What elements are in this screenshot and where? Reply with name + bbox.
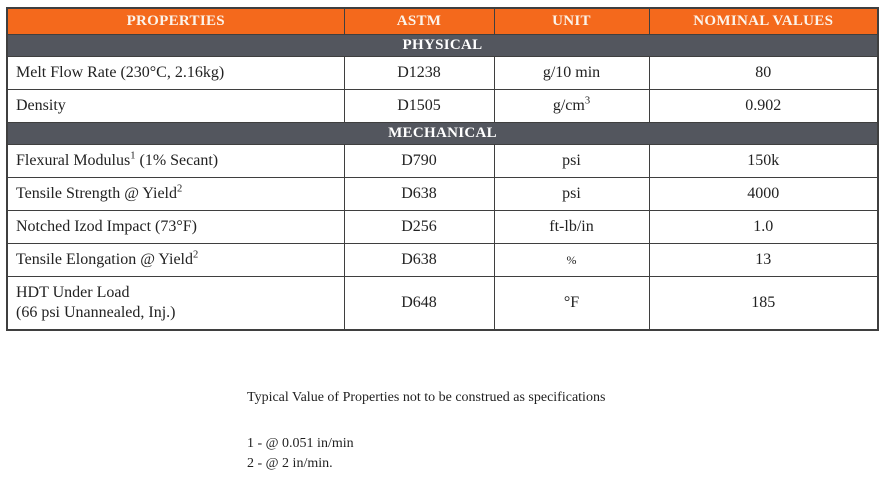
column-header-astm: ASTM — [344, 8, 494, 35]
unit-cell: g/10 min — [494, 57, 649, 90]
property-cell: HDT Under Load (66 psi Unannealed, Inj.) — [7, 277, 344, 331]
property-cell: Melt Flow Rate (230°C, 2.16kg) — [7, 57, 344, 90]
astm-cell: D790 — [344, 145, 494, 178]
nominal-value-cell: 1.0 — [649, 211, 878, 244]
column-header-properties: PROPERTIES — [7, 8, 344, 35]
property-cell: Tensile Strength @ Yield$^2$ — [7, 178, 344, 211]
section-title: MECHANICAL — [7, 123, 878, 145]
column-header-unit: UNIT — [494, 8, 649, 35]
nominal-value-cell: 13 — [649, 244, 878, 277]
astm-cell: D648 — [344, 277, 494, 331]
unit-cell: °F — [494, 277, 649, 331]
nominal-value-cell: 185 — [649, 277, 878, 331]
section-title: PHYSICAL — [7, 35, 878, 57]
section-row — [7, 123, 878, 145]
astm-cell: D1238 — [344, 57, 494, 90]
astm-cell: D638 — [344, 178, 494, 211]
table-row — [7, 244, 878, 277]
nominal-value-cell: 0.902 — [649, 90, 878, 123]
nominal-value-cell: 80 — [649, 57, 878, 90]
table-row — [7, 211, 878, 244]
footnote-1: 1 - @ 0.051 in/min — [247, 436, 354, 451]
table-row — [7, 145, 878, 178]
unit-cell: psi — [494, 178, 649, 211]
section-row — [7, 35, 878, 57]
table-row — [7, 178, 878, 211]
nominal-value-cell: 150k — [649, 145, 878, 178]
table-row — [7, 90, 878, 123]
property-cell: Tensile Elongation @ Yield$^2$ — [7, 244, 344, 277]
footnote-2: 2 - @ 2 in/min. — [247, 456, 333, 471]
unit-cell: ft-lb/in — [494, 211, 649, 244]
nominal-value-cell: 4000 — [649, 178, 878, 211]
astm-cell: D638 — [344, 244, 494, 277]
unit-cell: psi — [494, 145, 649, 178]
property-cell: Notched Izod Impact (73°F) — [7, 211, 344, 244]
column-header-nominal-values: NOMINAL VALUES — [649, 8, 878, 35]
table-header-row — [7, 8, 878, 35]
property-cell: Flexural Modulus$^1$ (1% Secant) — [7, 145, 344, 178]
footer-notes — [247, 390, 605, 474]
property-cell: Density — [7, 90, 344, 123]
astm-cell: D256 — [344, 211, 494, 244]
properties-table — [6, 7, 879, 331]
table-row — [7, 57, 878, 90]
table-body — [7, 35, 878, 331]
table-row — [7, 277, 878, 331]
astm-cell: D1505 — [344, 90, 494, 123]
unit-cell: $g/cm^3$ — [494, 90, 649, 123]
disclaimer-text: Typical Value of Properties not to be construed as specifications — [247, 390, 606, 405]
unit-cell: % — [494, 244, 649, 277]
